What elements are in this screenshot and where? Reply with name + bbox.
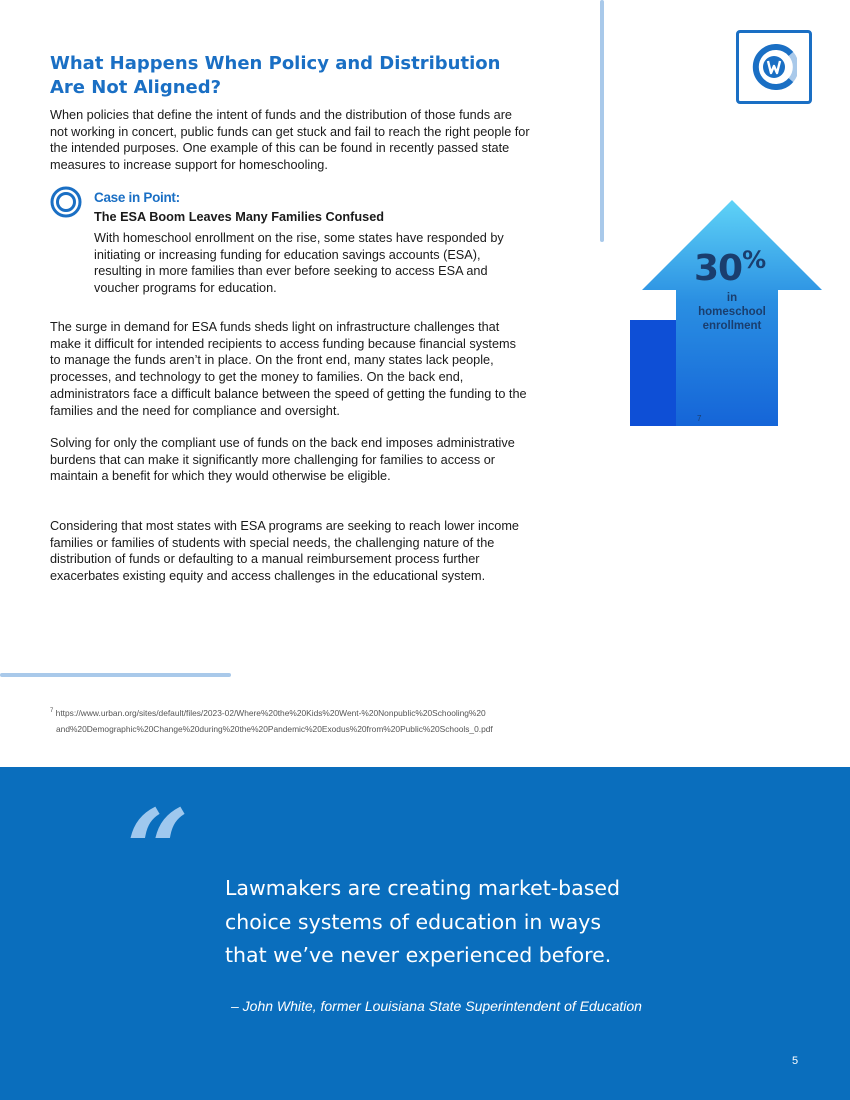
decorative-vertical-line — [600, 0, 604, 242]
decorative-horizontal-line — [0, 673, 231, 677]
case-in-point-title: The ESA Boom Leaves Many Families Confused — [94, 210, 385, 224]
footnote — [50, 703, 590, 737]
stat-number — [694, 248, 784, 289]
case-in-point-body: With homeschool enrollment on the rise, some states have responded by initiating or increasing funding for education savings accounts (ESA), resulting in more families than ever before seeking to access ESA and voucher programs for education. — [94, 231, 504, 296]
logo-mark-icon — [751, 44, 797, 90]
stat-unit: % — [742, 246, 766, 274]
footnote-marker: 7 — [50, 708, 54, 714]
body-paragraph: Solving for only the compliant use of funds on the back end imposes administrative burdens that can make it significantly more challenging for families to access or maintain a benefit for which they would otherwise be eligible. — [50, 436, 515, 484]
target-circle-icon — [50, 186, 82, 218]
body-paragraph: The surge in demand for ESA funds sheds light on infrastructure challenges that make it difficult for intended recipients to access funding because financial systems to manage the funds aren’t in place. On the front end, many states lack people, processes, and technology to get the money to families. On the back end, administrators face a difficult balance between the speed of getting the funding to the families and the need for compliance and oversight. — [50, 320, 527, 418]
footnote-link-line2[interactable]: and%20Demographic%20Change%20during%20the%20Pandemic%20Exodus%20from%20Public%20Schools_0.pdf — [56, 723, 493, 734]
quote-mark-icon: “ — [126, 785, 190, 914]
footnote-link-line1[interactable]: https://www.urban.org/sites/default/files/2023-02/Where%20the%20Kids%20Went-%20Nonpublic%20Schooling%20 — [55, 707, 486, 718]
page-number: 5 — [792, 1055, 799, 1067]
pull-quote: Lawmakers are creating market-based choice systems of education in ways that we’ve never experienced before. — [225, 876, 621, 967]
quote-attribution: – John White, former Louisiana State Superintendent of Education — [231, 998, 642, 1014]
brand-logo — [736, 30, 812, 104]
body-paragraph: Considering that most states with ESA programs are seeking to reach lower income families or families of students with special needs, the challenging nature of the distribution of funds or defaulting to a manual reimbursement process further exacerbates existing equity and access challenges in the educational system. — [50, 519, 519, 584]
intro-paragraph: When policies that define the intent of funds and the distribution of those funds are not working in concert, public funds can get stuck and fail to reach the right people for the intended purposes. One example of this can be found in recently passed state measures to increase support for homeschooling. — [50, 108, 530, 173]
section-heading: What Happens When Policy and Distribution Are Not Aligned? — [50, 53, 501, 98]
stat-label: in homeschool enrollment — [698, 292, 766, 332]
stat-footnote-ref: 7 — [697, 414, 702, 423]
stat-value: 30 — [694, 248, 743, 289]
case-in-point-label: Case in Point: — [94, 190, 180, 205]
